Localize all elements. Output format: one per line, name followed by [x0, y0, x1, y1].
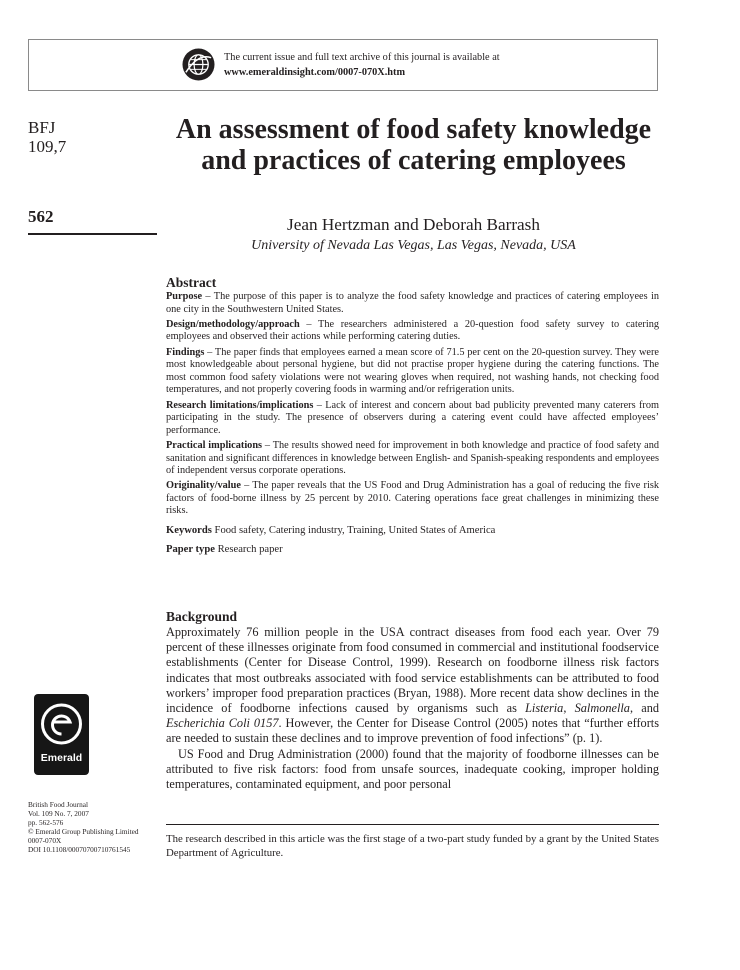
organism-name: Escherichia Coli 0157 [166, 716, 279, 731]
body-text: , and [629, 701, 659, 716]
journal-availability-banner [28, 39, 658, 91]
body-text: Approximately 76 million people in the USA contract diseases from food each year. Over 79 percent of these illnesses originate from food consumed in commercial and institutional foodservice establishments (Center for Disease Control, 1999). Research on foodborne illness risk factors indicates that most outbreaks associated with food service establishments can be attributed to food workers’ improper food preparation practices (Bryan, 1988). More recent data show declines in the incidence of foodborne infections caused by organisms such as [166, 625, 659, 716]
journal-volume: 109,7 [28, 137, 67, 156]
journal-abbrev: BFJ [28, 118, 56, 137]
section-text: – The results showed need for improvement in both knowledge and practice of food safety and sanitation and significant differences in knowledge between English- and Spanish-speaking respondents and employees of independent versus corporate operations. [166, 439, 659, 477]
paper-type [166, 543, 659, 556]
pub-info-line: pp. 562-576 [28, 818, 64, 828]
section-label: Purpose [166, 291, 203, 302]
keywords-label: Keywords [166, 525, 212, 537]
pub-info-line: Vol. 109 No. 7, 2007 [28, 809, 89, 819]
abstract-design [166, 319, 659, 344]
footnote-divider [166, 824, 659, 825]
article-authors: Jean Hertzman and Deborah Barrash [287, 215, 540, 234]
abstract-limitations [166, 400, 659, 438]
organism-name: Salmonella [574, 701, 630, 716]
pub-info-line: 0007-070X [28, 836, 62, 846]
paper-type-label: Paper type [166, 544, 215, 556]
abstract-heading: Abstract [166, 275, 217, 290]
section-label: Design/methodology/approach [166, 318, 300, 330]
margin-divider [28, 233, 157, 235]
abstract-findings [166, 347, 659, 397]
globe-icon [182, 48, 215, 81]
section-label: Practical implications [166, 439, 263, 451]
pub-info-line: British Food Journal [28, 800, 88, 809]
emerald-wordmark: Emerald [40, 752, 83, 764]
banner-text: The current issue and full text archive of this journal is available at [224, 52, 500, 63]
organism-name: Listeria [525, 701, 564, 716]
page-number: 562 [28, 207, 54, 226]
body-text: . However, the Center for Disease Control (2005) notes that “further efforts are needed to sustain these declines and to improve prevention of food infections” (p. 1). [166, 716, 659, 746]
abstract-originality [166, 480, 659, 518]
pub-info-line: DOI 10.1108/00070700710761545 [28, 845, 131, 855]
abstract-purpose [166, 291, 659, 316]
keywords [166, 524, 659, 537]
section-text: – The researchers administered a 20-question food safety survey to catering employees and observed their actions while performing catering duties. [166, 318, 659, 343]
journal-url-link[interactable]: www.emeraldinsight.com/0007-070X.htm [224, 67, 406, 78]
section-label: Research limitations/implications [166, 399, 314, 411]
emerald-swirl-icon [34, 696, 89, 752]
author-affiliation: University of Nevada Las Vegas, Las Vegas, Nevada, USA [251, 238, 576, 253]
section-text: – The paper reveals that the US Food and Drug Administration has a goal of reducing the five risk factors of food-borne illness by 25 percent by 2010. Catering operations face great challenges in minimizing these risks. [166, 480, 659, 517]
section-text: – The paper finds that employees earned a mean score of 71.5 per cent on the 20-question survey. They were most knowledgeable about personal hygiene, but did not practise proper hygiene during the catering functions. The most common food safety violations were not wearing gloves when required, not washing hands, not checking food temperatures, and not properly covering foods in warming and/or refrigeration units. [166, 346, 659, 396]
keywords-text: Food safety, Catering industry, Training, United States of America [211, 525, 496, 537]
journal-citation [28, 118, 66, 156]
background-heading: Background [166, 609, 238, 624]
background-paragraph-1 [166, 625, 659, 747]
paper-type-text: Research paper [214, 544, 283, 556]
section-text: – Lack of interest and concern about bad publicity prevented many caterers from participating in the study. The presence of observers during a catering event could have affected employees’ performance. [166, 399, 659, 436]
pub-info-line: © Emerald Group Publishing Limited [28, 827, 139, 837]
background-paragraph-2: US Food and Drug Administration (2000) found that the majority of foodborne illnesses can be attributed to five risk factors: food from unsafe sources, inadequate cooking, improper holding temperatures, contaminated equipment, and poor personal [166, 746, 659, 792]
abstract [166, 274, 659, 556]
section-label: Originality/value [166, 480, 241, 492]
emerald-logo [34, 694, 89, 775]
article-title: An assessment of food safety knowledge and practices of catering employees [175, 114, 652, 176]
section-text: – The purpose of this paper is to analyze the food safety knowledge and practices of catering employees in one city in the Southwestern United States. [166, 291, 659, 315]
abstract-practical [166, 440, 659, 478]
background-section [166, 608, 659, 792]
footnote: The research described in this article was the first stage of a two-part study funded by a grant by the United States Department of Agriculture. [166, 833, 659, 859]
publication-info [28, 800, 139, 855]
body-text: , [563, 701, 575, 716]
section-label: Findings [166, 346, 205, 358]
